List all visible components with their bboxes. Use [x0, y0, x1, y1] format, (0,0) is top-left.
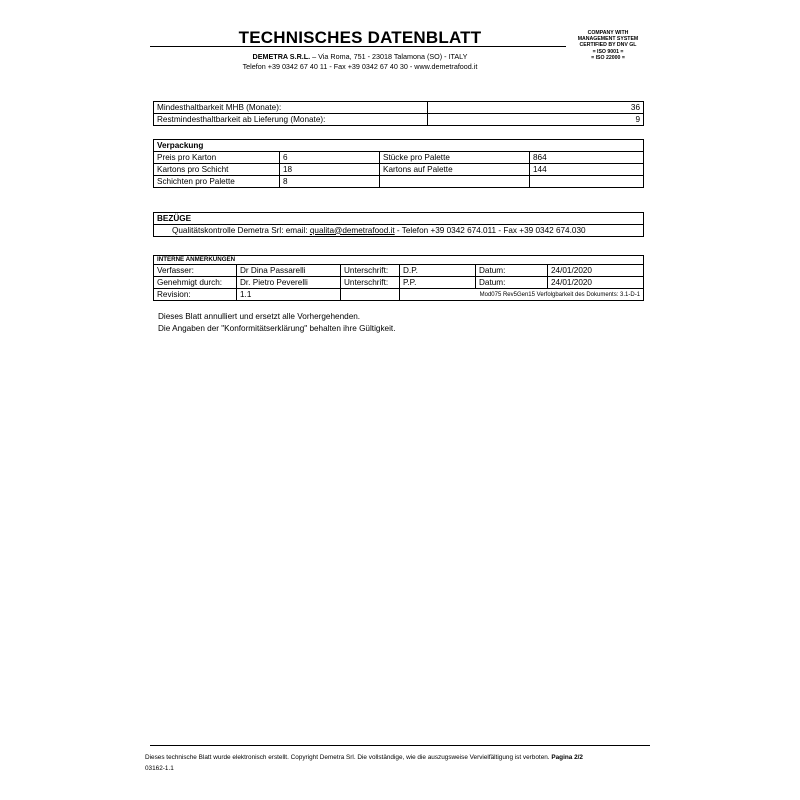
- company-contact: Telefon +39 0342 67 40 11 - Fax +39 0342 67 40 30 - www.demetrafood.it: [242, 62, 478, 71]
- table-cell: 18: [280, 164, 380, 176]
- shelf-life-label: Restmindesthaltbarkeit ab Lieferung (Monate):: [154, 114, 428, 126]
- table-row: [154, 213, 644, 225]
- approved-date: 24/01/2020: [548, 277, 644, 289]
- table-cell: Kartons pro Schicht: [154, 164, 280, 176]
- document-code: 03162-1.1: [145, 765, 174, 772]
- shelf-life-table: [153, 101, 644, 126]
- table-row: [154, 277, 644, 289]
- table-row: [154, 256, 644, 265]
- company-name: DEMETRA S.R.L.: [252, 52, 311, 61]
- note-line: Die Angaben der "Konformitätserklärung" behalten ihre Gültigkeit.: [158, 324, 396, 333]
- table-row: [154, 176, 644, 188]
- table-row: [154, 289, 644, 301]
- note-line: Dieses Blatt annulliert und ersetzt alle Vorhergehenden.: [158, 312, 361, 321]
- shelf-life-value: 9: [428, 114, 644, 126]
- page-number: Pagina 2/2: [551, 754, 583, 761]
- revision-value: 1.1: [237, 289, 341, 301]
- author-sign: D.P.: [400, 265, 476, 277]
- table-cell: 864: [530, 152, 644, 164]
- author-value: Dr Dina Passarelli: [237, 265, 341, 277]
- author-label: Verfasser:: [154, 265, 237, 277]
- table-cell: Schichten pro Palette: [154, 176, 280, 188]
- contacts-table: [153, 212, 644, 237]
- table-cell: 8: [280, 176, 380, 188]
- sign-label: Unterschrift:: [341, 277, 400, 289]
- cert-line: MANAGEMENT SYSTEM: [577, 36, 639, 43]
- table-cell: 144: [530, 164, 644, 176]
- revision-label: Revision:: [154, 289, 237, 301]
- packaging-table: [153, 139, 644, 188]
- title-divider: [150, 46, 566, 47]
- footer-text: [145, 754, 583, 761]
- approved-label: Genehmigt durch:: [154, 277, 237, 289]
- table-row: [154, 102, 644, 114]
- table-row: [154, 140, 644, 152]
- cert-line: CERTIFIED BY DNV GL: [579, 42, 637, 49]
- email-link[interactable]: qualita@demetrafood.it: [309, 225, 395, 235]
- cert-line: COMPANY WITH: [587, 30, 629, 36]
- address-text: – Via Roma, 751 - 23018 Talamona (SO) - ITALY: [310, 52, 468, 61]
- shelf-life-value: 36: [428, 102, 644, 114]
- table-cell: Stücke pro Palette: [380, 152, 530, 164]
- company-address: [150, 52, 570, 61]
- contacts-prefix: Qualitätskontrolle Demetra Srl: email:: [172, 225, 310, 235]
- sign-label: Unterschrift:: [341, 265, 400, 277]
- table-cell: [341, 289, 400, 301]
- table-row: [154, 265, 644, 277]
- table-cell: 6: [280, 152, 380, 164]
- author-date: 24/01/2020: [548, 265, 644, 277]
- approved-value: Dr. Pietro Peverelli: [237, 277, 341, 289]
- table-row: [154, 152, 644, 164]
- date-label: Datum:: [476, 265, 548, 277]
- contacts-suffix: - Telefon +39 0342 674.011 - Fax +39 0342 674.030: [394, 225, 586, 235]
- table-cell: Preis pro Karton: [154, 152, 280, 164]
- internal-heading: INTERNE ANMERKUNGEN: [154, 256, 644, 265]
- table-cell: [380, 176, 530, 188]
- table-row: [154, 114, 644, 126]
- contacts-heading: BEZÜGE: [154, 213, 644, 225]
- cert-line: = ISO 22000 =: [591, 54, 625, 61]
- packaging-heading: Verpackung: [154, 140, 644, 152]
- date-label: Datum:: [476, 277, 548, 289]
- shelf-life-label: Mindesthaltbarkeit MHB (Monate):: [154, 102, 428, 114]
- document-reference: Mod075 Rev5Gen15 Verfolgbarkeit des Dokuments: 3.1-D-1: [400, 289, 644, 301]
- table-cell: [530, 176, 644, 188]
- table-cell: Kartons auf Palette: [380, 164, 530, 176]
- certification-block: [568, 30, 648, 61]
- contacts-line: [154, 225, 644, 237]
- table-row: [154, 164, 644, 176]
- copyright-text: Dieses technische Blatt wurde elektronisch erstellt. Copyright Demetra Srl. Die vollständige, wie die auszugsweise Vervielfältigung ist verboten.: [145, 754, 552, 761]
- table-row: [154, 225, 644, 237]
- page-title: TECHNISCHES DATENBLATT: [238, 28, 482, 47]
- cert-line: = ISO 9001 =: [592, 48, 624, 55]
- footer-divider: [150, 745, 650, 746]
- internal-notes-table: [153, 255, 644, 301]
- approved-sign: P.P.: [400, 277, 476, 289]
